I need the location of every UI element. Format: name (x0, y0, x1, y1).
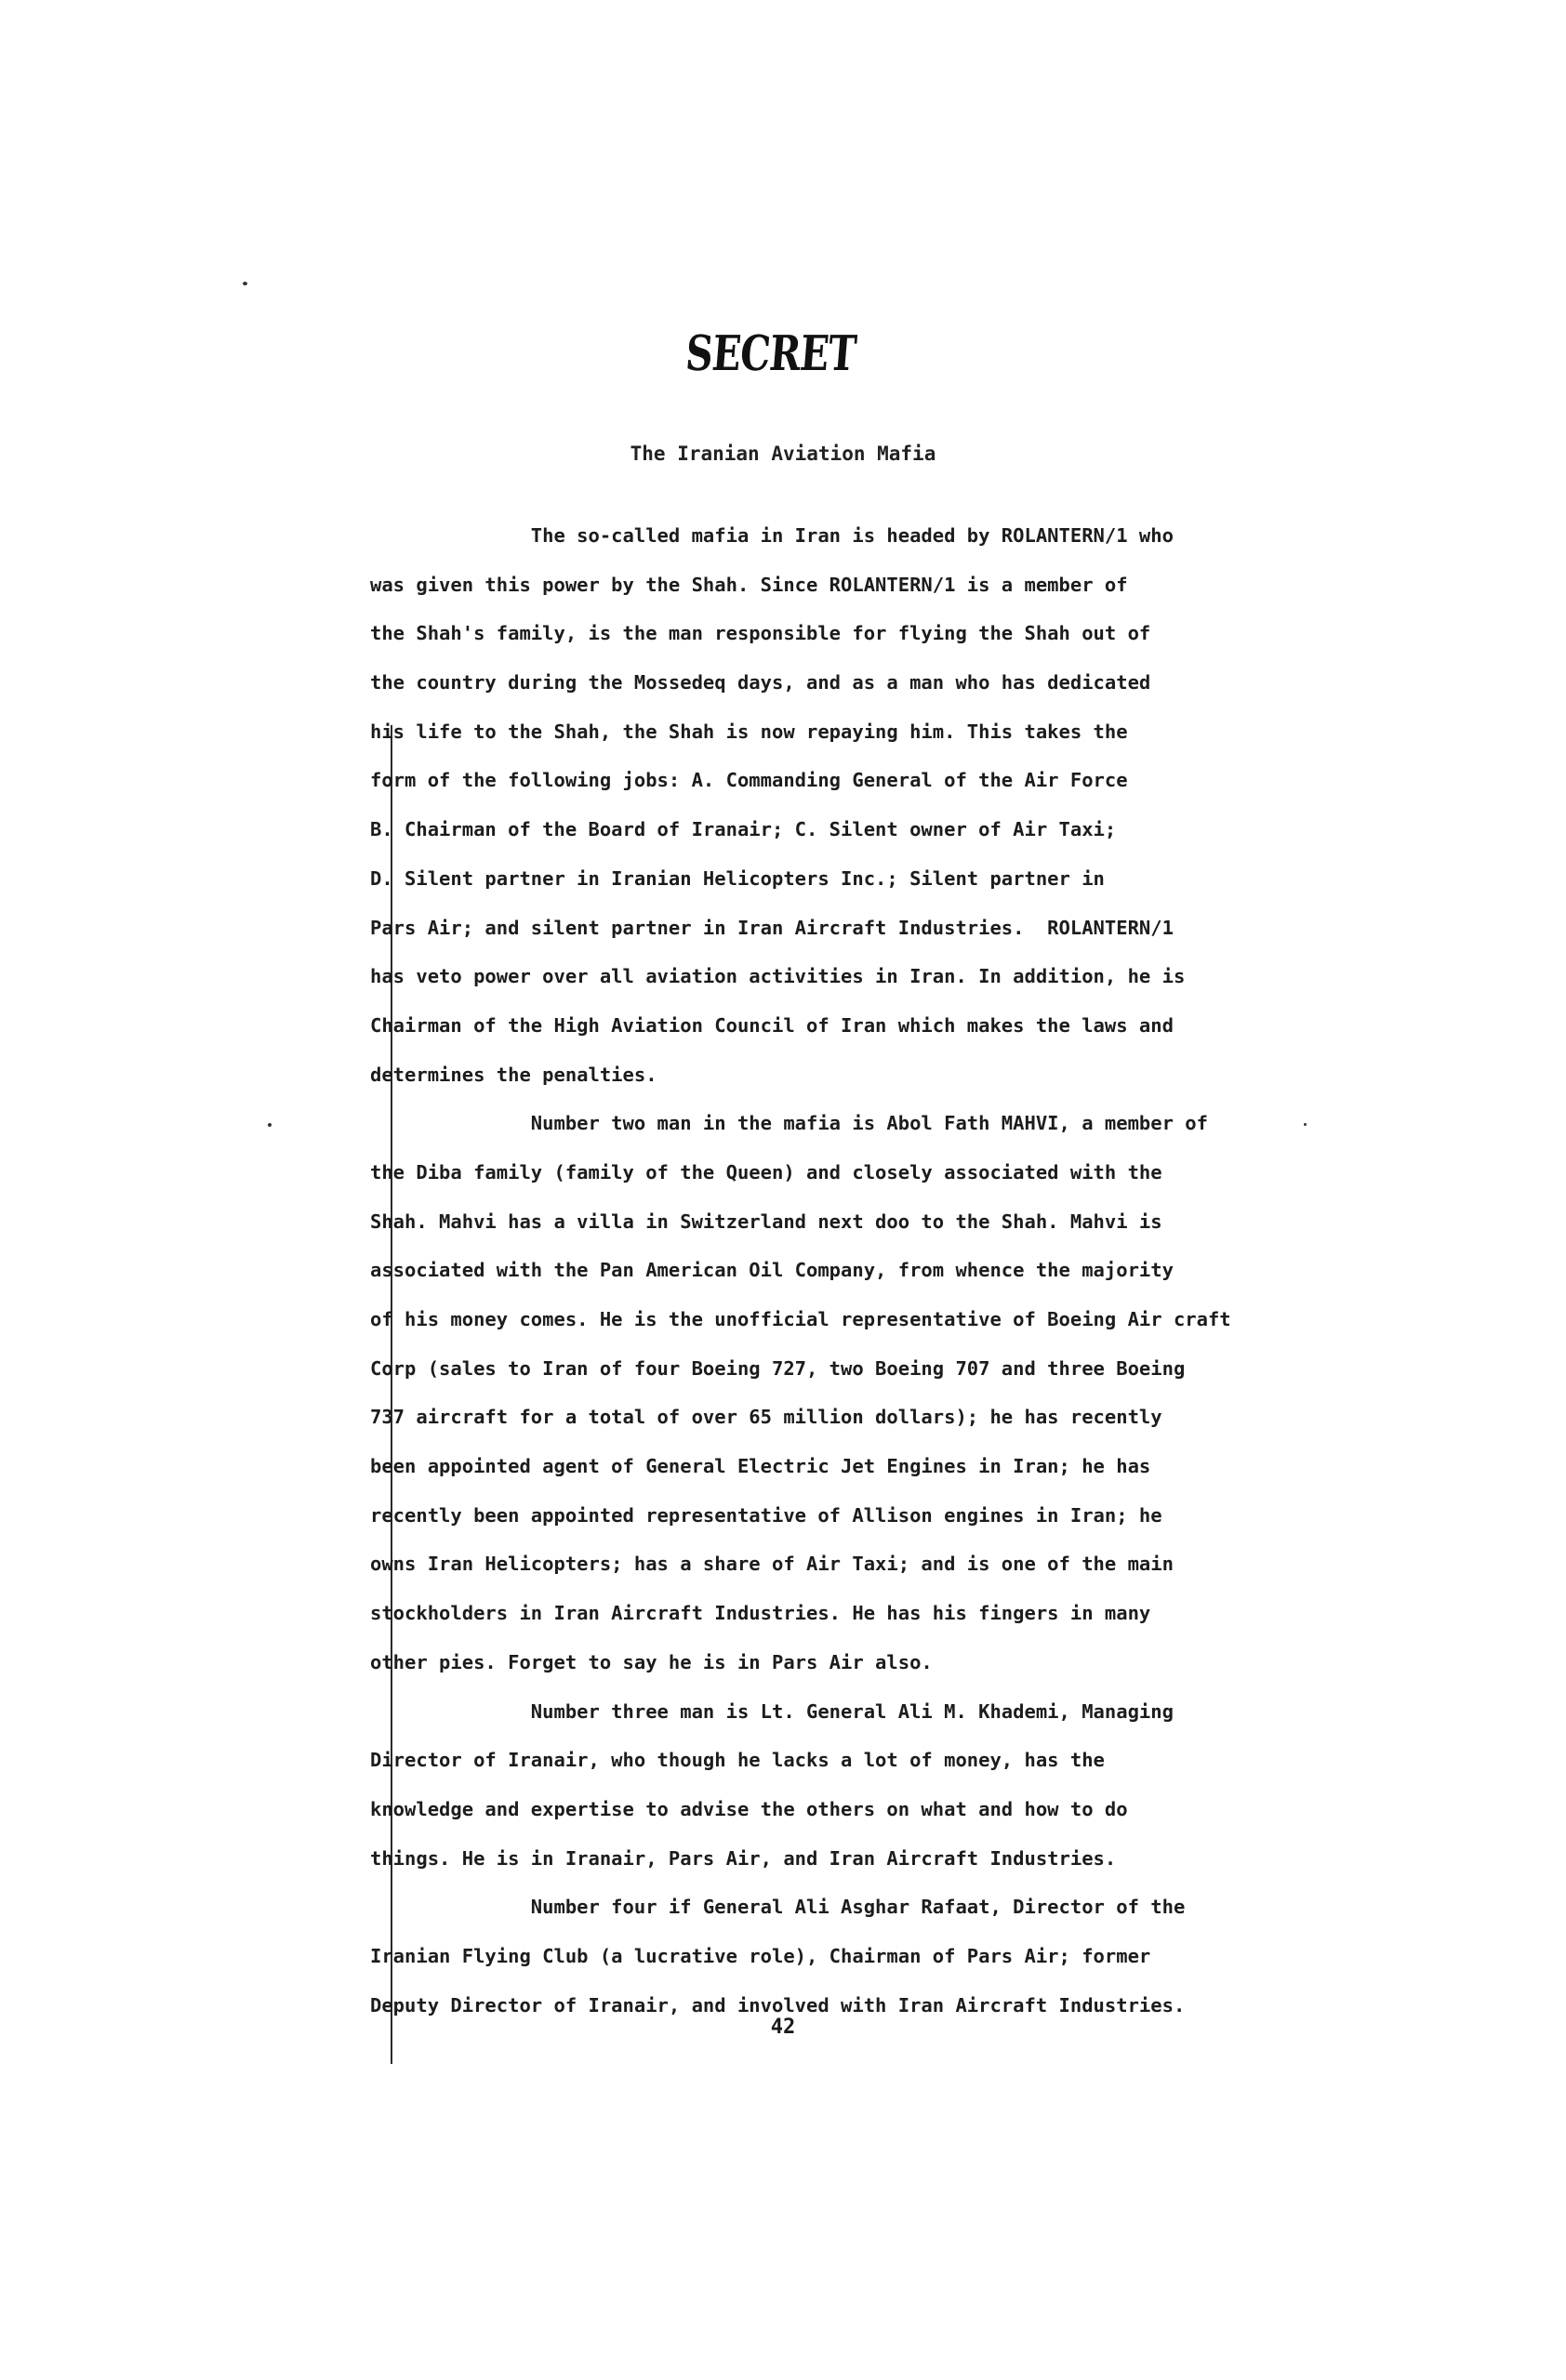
text-line: form of the following jobs: A. Commanding General of the Air Force (370, 769, 1128, 792)
text-line: the country during the Mossedeq days, and as a man who has dedicated (370, 671, 1151, 694)
text-line: Corp (sales to Iran of four Boeing 727, two Boeing 707 and three Boeing (370, 1356, 1186, 1380)
text-line: The so-called mafia in Iran is headed by ROLANTERN/1 who (370, 524, 1174, 547)
text-line: his life to the Shah, the Shah is now repaying him. This takes the (370, 720, 1128, 743)
text-line: recently been appointed representative of Allison engines in Iran; he (370, 1503, 1162, 1527)
text-line: B. Chairman of the Board of Iranair; C. Silent owner of Air Taxi; (370, 818, 1117, 841)
text-line: was given this power by the Shah. Since ROLANTERN/1 is a member of (370, 573, 1128, 596)
text-line: of his money comes. He is the unofficial representative of Boeing Air craft (370, 1308, 1231, 1330)
document-title: The Iranian Aviation Mafia (630, 443, 936, 465)
page-number: 42 (770, 2016, 796, 2039)
text-line: D. Silent partner in Iranian Helicopters Inc.; Silent partner in (370, 866, 1105, 890)
scan-speck (268, 1123, 272, 1127)
text-line: Number four if General Ali Asghar Rafaat, Director of the (370, 1896, 1186, 1919)
text-line: Number three man is Lt. General Ali M. Khademi, Managing (370, 1699, 1174, 1723)
text-line: Pars Air; and silent partner in Iran Aircraft Industries. ROLANTERN/1 (370, 916, 1174, 939)
scan-speck (243, 282, 247, 285)
text-line: the Shah's family, is the man responsible for flying the Shah out of (370, 622, 1151, 645)
text-line: other pies. Forget to say he is in Pars Air also. (370, 1650, 933, 1673)
text-line: has veto power over all aviation activities in Iran. In addition, he is (370, 965, 1186, 988)
text-line: Deputy Director of Iranair, and involved with Iran Aircraft Industries. (370, 1993, 1186, 2016)
text-line: Shah. Mahvi has a villa in Switzerland next doo to the Shah. Mahvi is (370, 1210, 1162, 1233)
text-line: Iranian Flying Club (a lucrative role), Chairman of Pars Air; former (370, 1944, 1151, 1967)
scan-speck (1304, 1123, 1307, 1126)
text-line: things. He is in Iranair, Pars Air, and Iran Aircraft Industries. (370, 1846, 1117, 1870)
text-line: the Diba family (family of the Queen) and closely associated with the (370, 1160, 1162, 1183)
text-line: owns Iran Helicopters; has a share of Air Taxi; and is one of the main (370, 1553, 1174, 1576)
text-line: been appointed agent of General Electric Jet Engines in Iran; he has (370, 1455, 1151, 1478)
text-line: associated with the Pan American Oil Company, from whence the majority (370, 1259, 1174, 1282)
text-line: determines the penalties. (370, 1063, 657, 1086)
text-line: Director of Iranair, who though he lacks a lot of money, has the (370, 1749, 1105, 1772)
text-line: Number two man in the mafia is Abol Fath MAHVI, a member of (370, 1112, 1208, 1135)
text-line: 737 aircraft for a total of over 65 million dollars); he has recently (370, 1406, 1162, 1429)
text-line: stockholders in Iran Aircraft Industries. He has his fingers in many (370, 1602, 1151, 1625)
classification-stamp: SECRET (683, 325, 858, 382)
text-line: Chairman of the High Aviation Council of Iran which makes the laws and (370, 1013, 1174, 1037)
body-text (370, 511, 1300, 2030)
text-line: knowledge and expertise to advise the others on what and how to do (370, 1797, 1128, 1820)
